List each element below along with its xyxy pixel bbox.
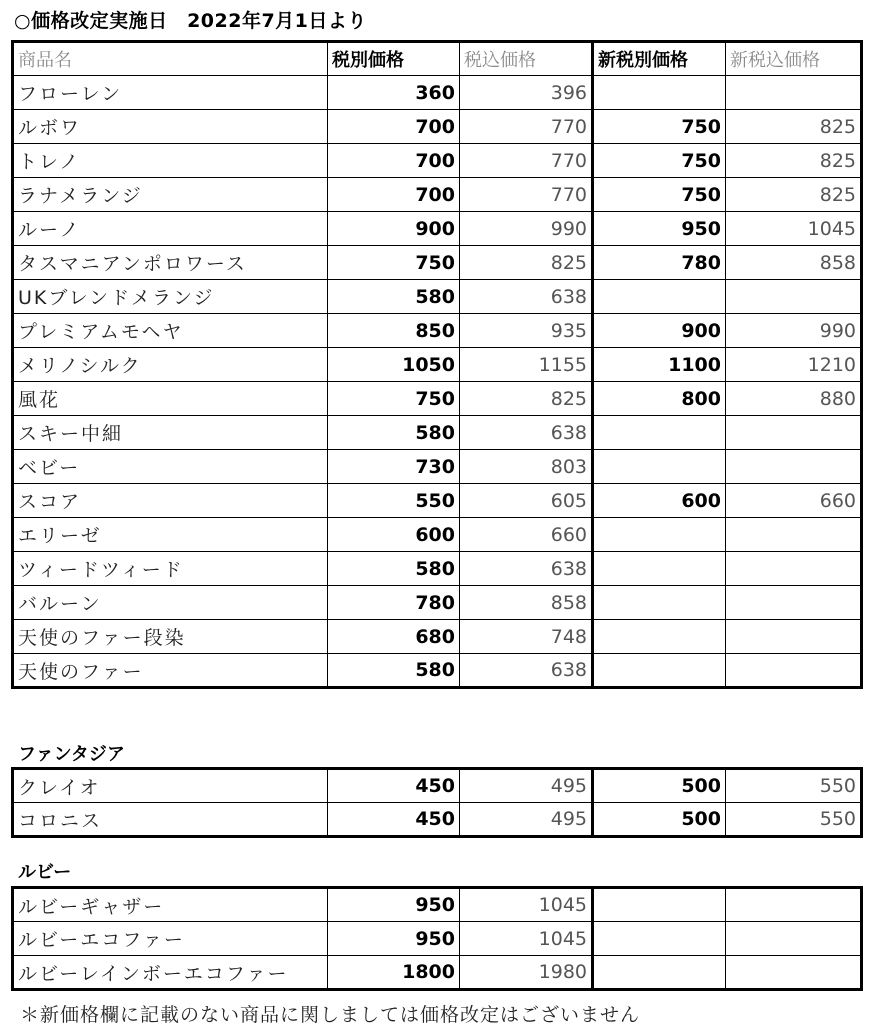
new-price-excl-tax-cell: 750 bbox=[593, 144, 726, 178]
price-excl-tax-cell: 1050 bbox=[328, 348, 460, 382]
new-price-excl-tax-cell bbox=[593, 280, 726, 314]
table-row bbox=[13, 110, 862, 144]
new-price-excl-tax-cell: 750 bbox=[593, 178, 726, 212]
new-price-incl-tax-cell bbox=[726, 552, 862, 586]
price-incl-tax-cell: 748 bbox=[460, 620, 593, 654]
price-excl-tax-cell: 360 bbox=[328, 76, 460, 110]
product-name-cell: 天使のファー段染 bbox=[13, 620, 328, 654]
price-incl-tax-cell: 858 bbox=[460, 586, 593, 620]
new-price-excl-tax-cell: 950 bbox=[593, 212, 726, 246]
product-name-cell: ルビーレインボーエコファー bbox=[13, 956, 328, 990]
table-row bbox=[13, 382, 862, 416]
price-excl-tax-cell: 700 bbox=[328, 110, 460, 144]
section-label-ruby: ルビー bbox=[18, 862, 72, 883]
price-excl-tax-cell: 950 bbox=[328, 888, 460, 922]
price-excl-tax-cell: 750 bbox=[328, 246, 460, 280]
table-row bbox=[13, 178, 862, 212]
table-row bbox=[13, 348, 862, 382]
new-price-excl-tax-cell bbox=[593, 450, 726, 484]
header-product-name: 商品名 bbox=[13, 42, 328, 76]
price-incl-tax-cell: 605 bbox=[460, 484, 593, 518]
price-excl-tax-cell: 780 bbox=[328, 586, 460, 620]
product-name-cell: ルビーギャザー bbox=[13, 888, 328, 922]
new-price-incl-tax-cell bbox=[726, 586, 862, 620]
new-price-excl-tax-cell: 500 bbox=[593, 769, 726, 803]
new-price-incl-tax-cell: 1045 bbox=[726, 212, 862, 246]
table-row bbox=[13, 314, 862, 348]
table-row bbox=[13, 144, 862, 178]
new-price-incl-tax-cell bbox=[726, 620, 862, 654]
table-row bbox=[13, 654, 862, 688]
new-price-incl-tax-cell bbox=[726, 654, 862, 688]
table-row bbox=[13, 416, 862, 450]
new-price-excl-tax-cell bbox=[593, 956, 726, 990]
price-excl-tax-cell: 580 bbox=[328, 280, 460, 314]
product-name-cell: スコア bbox=[13, 484, 328, 518]
new-price-excl-tax-cell bbox=[593, 654, 726, 688]
new-price-excl-tax-cell bbox=[593, 888, 726, 922]
new-price-excl-tax-cell: 780 bbox=[593, 246, 726, 280]
section-label-fantasia: ファンタジア bbox=[18, 744, 125, 765]
new-price-incl-tax-cell: 858 bbox=[726, 246, 862, 280]
price-incl-tax-cell: 638 bbox=[460, 280, 593, 314]
table-row bbox=[13, 956, 862, 990]
table-row bbox=[13, 450, 862, 484]
table-row bbox=[13, 769, 862, 803]
price-incl-tax-cell: 638 bbox=[460, 416, 593, 450]
price-incl-tax-cell: 1980 bbox=[460, 956, 593, 990]
new-price-excl-tax-cell bbox=[593, 416, 726, 450]
price-incl-tax-cell: 660 bbox=[460, 518, 593, 552]
new-price-excl-tax-cell: 800 bbox=[593, 382, 726, 416]
new-price-excl-tax-cell bbox=[593, 922, 726, 956]
new-price-incl-tax-cell: 550 bbox=[726, 769, 862, 803]
product-name-cell: UKブレンドメランジ bbox=[13, 280, 328, 314]
new-price-excl-tax-cell: 900 bbox=[593, 314, 726, 348]
new-price-incl-tax-cell bbox=[726, 280, 862, 314]
new-price-excl-tax-cell bbox=[593, 552, 726, 586]
product-name-cell: コロニス bbox=[13, 803, 328, 837]
table-row bbox=[13, 518, 862, 552]
price-incl-tax-cell: 1045 bbox=[460, 888, 593, 922]
main-price-table bbox=[11, 40, 863, 689]
price-incl-tax-cell: 770 bbox=[460, 178, 593, 212]
footnote: ＊新価格欄に記載のない商品に関しましては価格改定はございません bbox=[20, 1004, 641, 1026]
product-name-cell: メリノシルク bbox=[13, 348, 328, 382]
table-row bbox=[13, 484, 862, 518]
new-price-excl-tax-cell bbox=[593, 76, 726, 110]
new-price-incl-tax-cell: 825 bbox=[726, 144, 862, 178]
new-price-incl-tax-cell: 990 bbox=[726, 314, 862, 348]
price-excl-tax-cell: 850 bbox=[328, 314, 460, 348]
header-row bbox=[13, 42, 862, 76]
table-row bbox=[13, 76, 862, 110]
price-excl-tax-cell: 580 bbox=[328, 552, 460, 586]
price-excl-tax-cell: 950 bbox=[328, 922, 460, 956]
price-excl-tax-cell: 700 bbox=[328, 178, 460, 212]
new-price-incl-tax-cell: 660 bbox=[726, 484, 862, 518]
table-row bbox=[13, 212, 862, 246]
price-excl-tax-cell: 450 bbox=[328, 769, 460, 803]
price-incl-tax-cell: 1045 bbox=[460, 922, 593, 956]
product-name-cell: ツィードツィード bbox=[13, 552, 328, 586]
new-price-excl-tax-cell bbox=[593, 620, 726, 654]
fantasia-price-table bbox=[11, 767, 863, 838]
product-name-cell: ルーノ bbox=[13, 212, 328, 246]
new-price-incl-tax-cell bbox=[726, 922, 862, 956]
table-row bbox=[13, 620, 862, 654]
new-price-incl-tax-cell: 1210 bbox=[726, 348, 862, 382]
price-incl-tax-cell: 638 bbox=[460, 654, 593, 688]
new-price-incl-tax-cell bbox=[726, 518, 862, 552]
new-price-incl-tax-cell: 825 bbox=[726, 178, 862, 212]
new-price-incl-tax-cell: 825 bbox=[726, 110, 862, 144]
new-price-excl-tax-cell: 1100 bbox=[593, 348, 726, 382]
new-price-incl-tax-cell bbox=[726, 76, 862, 110]
page-title: ○価格改定実施日 2022年7月1日より bbox=[14, 10, 367, 32]
price-incl-tax-cell: 803 bbox=[460, 450, 593, 484]
table-row bbox=[13, 922, 862, 956]
new-price-incl-tax-cell bbox=[726, 956, 862, 990]
price-incl-tax-cell: 495 bbox=[460, 803, 593, 837]
price-incl-tax-cell: 638 bbox=[460, 552, 593, 586]
header-price-excl-tax: 税別価格 bbox=[328, 42, 460, 76]
price-excl-tax-cell: 450 bbox=[328, 803, 460, 837]
new-price-excl-tax-cell: 750 bbox=[593, 110, 726, 144]
price-incl-tax-cell: 396 bbox=[460, 76, 593, 110]
table-row bbox=[13, 246, 862, 280]
price-incl-tax-cell: 825 bbox=[460, 246, 593, 280]
header-price-incl-tax: 税込価格 bbox=[460, 42, 593, 76]
price-excl-tax-cell: 550 bbox=[328, 484, 460, 518]
price-excl-tax-cell: 580 bbox=[328, 654, 460, 688]
price-incl-tax-cell: 935 bbox=[460, 314, 593, 348]
product-name-cell: フローレン bbox=[13, 76, 328, 110]
product-name-cell: 天使のファー bbox=[13, 654, 328, 688]
product-name-cell: バルーン bbox=[13, 586, 328, 620]
product-name-cell: トレノ bbox=[13, 144, 328, 178]
price-incl-tax-cell: 990 bbox=[460, 212, 593, 246]
ruby-price-table bbox=[11, 886, 863, 991]
product-name-cell: クレイオ bbox=[13, 769, 328, 803]
price-incl-tax-cell: 1155 bbox=[460, 348, 593, 382]
product-name-cell: プレミアムモヘヤ bbox=[13, 314, 328, 348]
header-new-price-excl-tax: 新税別価格 bbox=[593, 42, 726, 76]
price-excl-tax-cell: 1800 bbox=[328, 956, 460, 990]
new-price-incl-tax-cell: 550 bbox=[726, 803, 862, 837]
table-row bbox=[13, 888, 862, 922]
product-name-cell: ベビー bbox=[13, 450, 328, 484]
price-excl-tax-cell: 730 bbox=[328, 450, 460, 484]
price-excl-tax-cell: 600 bbox=[328, 518, 460, 552]
product-name-cell: ルボワ bbox=[13, 110, 328, 144]
new-price-incl-tax-cell bbox=[726, 450, 862, 484]
new-price-excl-tax-cell: 600 bbox=[593, 484, 726, 518]
price-incl-tax-cell: 770 bbox=[460, 144, 593, 178]
table-row bbox=[13, 552, 862, 586]
price-incl-tax-cell: 495 bbox=[460, 769, 593, 803]
price-excl-tax-cell: 580 bbox=[328, 416, 460, 450]
price-excl-tax-cell: 680 bbox=[328, 620, 460, 654]
table-row bbox=[13, 586, 862, 620]
product-name-cell: 風花 bbox=[13, 382, 328, 416]
header-new-price-incl-tax: 新税込価格 bbox=[726, 42, 862, 76]
price-incl-tax-cell: 770 bbox=[460, 110, 593, 144]
price-excl-tax-cell: 900 bbox=[328, 212, 460, 246]
new-price-excl-tax-cell: 500 bbox=[593, 803, 726, 837]
product-name-cell: スキー中細 bbox=[13, 416, 328, 450]
product-name-cell: ラナメランジ bbox=[13, 178, 328, 212]
table-row bbox=[13, 280, 862, 314]
product-name-cell: タスマニアンポロワース bbox=[13, 246, 328, 280]
price-incl-tax-cell: 825 bbox=[460, 382, 593, 416]
product-name-cell: エリーゼ bbox=[13, 518, 328, 552]
new-price-incl-tax-cell bbox=[726, 888, 862, 922]
price-excl-tax-cell: 750 bbox=[328, 382, 460, 416]
new-price-incl-tax-cell bbox=[726, 416, 862, 450]
new-price-excl-tax-cell bbox=[593, 586, 726, 620]
new-price-incl-tax-cell: 880 bbox=[726, 382, 862, 416]
new-price-excl-tax-cell bbox=[593, 518, 726, 552]
product-name-cell: ルビーエコファー bbox=[13, 922, 328, 956]
price-excl-tax-cell: 700 bbox=[328, 144, 460, 178]
table-row bbox=[13, 803, 862, 837]
